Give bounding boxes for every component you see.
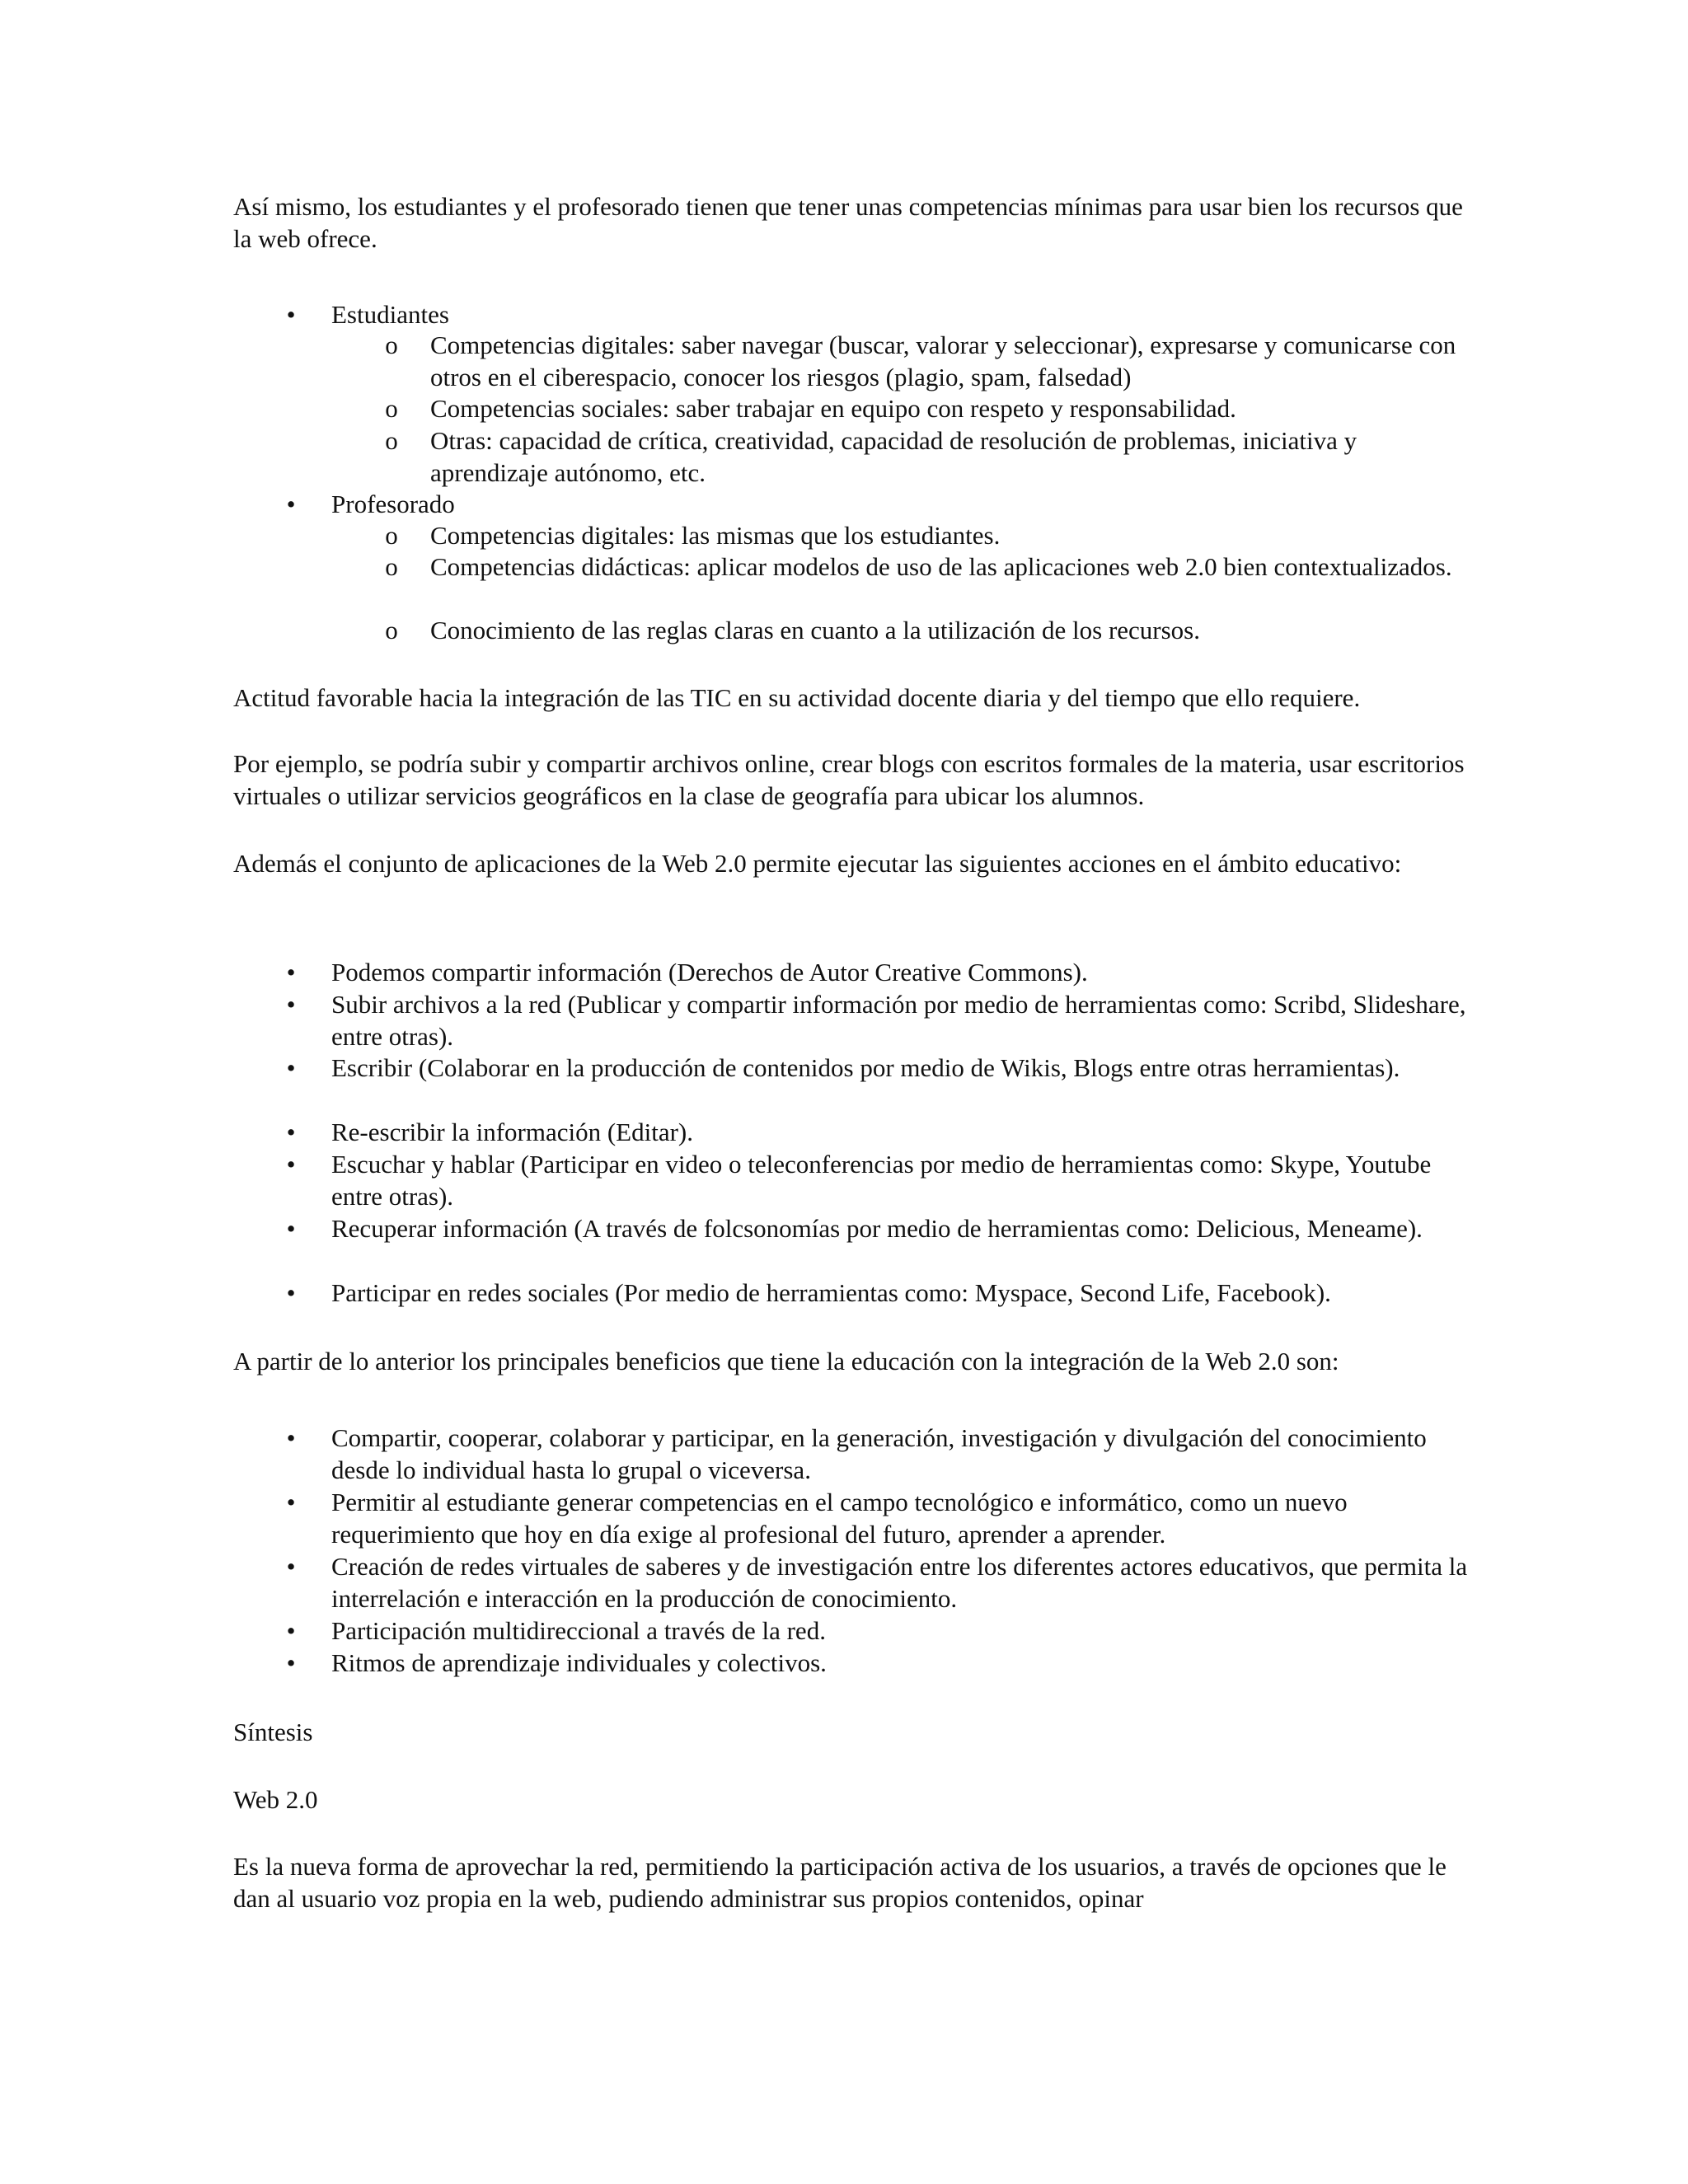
sub-bullet-icon: o [385, 521, 398, 550]
sub-list-item: Conocimiento de las reglas claras en cuanto a la utilización de los recursos. [430, 616, 1200, 644]
list-item: Escuchar y hablar (Participar en video o teleconferencias por medio de herramientas como: Skype, Youtube entre otras). [331, 1150, 1432, 1211]
sub-bullet-icon: o [385, 394, 398, 423]
sub-bullet-icon: o [385, 552, 398, 581]
bullet-icon: • [286, 1648, 296, 1677]
list-item: Participación multidireccional a través de la red. [331, 1616, 826, 1645]
list-item: Subir archivos a la red (Publicar y compartir información por medio de herramientas como: Scribd, Slideshare, entre otras). [331, 990, 1466, 1051]
intro-paragraph: Así mismo, los estudiantes y el profesorado tienen que tener unas competencias mínimas para usar bien los recursos que la web ofrece. [233, 192, 1463, 253]
beneficios-intro-paragraph: A partir de lo anterior los principales beneficios que tiene la educación con la integración de la Web 2.0 son: [233, 1347, 1339, 1376]
list-item-label: Profesorado [331, 490, 455, 518]
list-item: Ritmos de aprendizaje individuales y colectivos. [331, 1648, 827, 1677]
web20-paragraph: Es la nueva forma de aprovechar la red, permitiendo la participación activa de los usuarios, a través de opciones que le dan al usuario voz propia en la web, pudiendo administrar sus propios contenidos, opinar [233, 1852, 1447, 1913]
bullet-icon: • [286, 1118, 296, 1146]
bullet-icon: • [286, 1053, 296, 1082]
bullet-icon: • [286, 1150, 296, 1179]
sub-list-item: Competencias digitales: las mismas que los estudiantes. [430, 521, 1001, 550]
sub-list-item: Otras: capacidad de crítica, creatividad, capacidad de resolución de problemas, iniciativa y aprendizaje autónomo, etc. [430, 426, 1357, 487]
list-item: Compartir, cooperar, colaborar y participar, en la generación, investigación y divulgación del conocimiento desde lo individual hasta lo grupal o viceversa. [331, 1423, 1427, 1484]
ejemplo-paragraph: Por ejemplo, se podría subir y compartir archivos online, crear blogs con escritos formales de la materia, usar escritorios virtuales o utilizar servicios geográficos en la clase de geografía para ubicar los alumnos. [233, 749, 1465, 810]
bullet-icon: • [286, 1214, 296, 1243]
sub-bullet-icon: o [385, 426, 398, 455]
web20-heading: Web 2.0 [233, 1785, 318, 1814]
bullet-icon: • [286, 1552, 296, 1581]
bullet-icon: • [286, 300, 296, 329]
acciones-intro-paragraph: Además el conjunto de aplicaciones de la Web 2.0 permite ejecutar las siguientes acciones en el ámbito educativo: [233, 849, 1402, 878]
list-item: Escribir (Colaborar en la producción de contenidos por medio de Wikis, Blogs entre otras herramientas). [331, 1053, 1400, 1082]
sub-list-item: Competencias digitales: saber navegar (buscar, valorar y seleccionar), expresarse y comunicarse con otros en el ciberespacio, conocer los riesgos (plagio, spam, falsedad) [430, 330, 1456, 391]
list-item-label: Estudiantes [331, 300, 449, 329]
bullet-icon: • [286, 490, 296, 518]
list-item: Podemos compartir información (Derechos de Autor Creative Commons). [331, 958, 1088, 987]
bullet-icon: • [286, 1488, 296, 1516]
list-item: Permitir al estudiante generar competencias en el campo tecnológico e informático, como un nuevo requerimiento que hoy en día exige al profesional del futuro, aprender a aprender. [331, 1488, 1348, 1549]
bullet-icon: • [286, 958, 296, 987]
bullet-icon: • [286, 1423, 296, 1452]
list-item: Creación de redes virtuales de saberes y de investigación entre los diferentes actores educativos, que permita la interrelación e interacción en la producción de conocimiento. [331, 1552, 1468, 1613]
sub-list-item: Competencias didácticas: aplicar modelos de uso de las aplicaciones web 2.0 bien contextualizados. [430, 552, 1452, 581]
bullet-icon: • [286, 1278, 296, 1307]
actitud-paragraph: Actitud favorable hacia la integración de las TIC en su actividad docente diaria y del tiempo que ello requiere. [233, 683, 1361, 712]
bullet-icon: • [286, 1616, 296, 1645]
sintesis-heading: Síntesis [233, 1718, 313, 1746]
list-item: Re-escribir la información (Editar). [331, 1118, 693, 1146]
list-item: Recuperar información (A través de folcsonomías por medio de herramientas como: Delicious, Meneame). [331, 1214, 1423, 1243]
bullet-icon: • [286, 990, 296, 1019]
sub-list-item: Competencias sociales: saber trabajar en equipo con respeto y responsabilidad. [430, 394, 1236, 423]
list-item: Participar en redes sociales (Por medio de herramientas como: Myspace, Second Life, Facebook). [331, 1278, 1331, 1307]
sub-bullet-icon: o [385, 616, 398, 644]
sub-bullet-icon: o [385, 330, 398, 359]
